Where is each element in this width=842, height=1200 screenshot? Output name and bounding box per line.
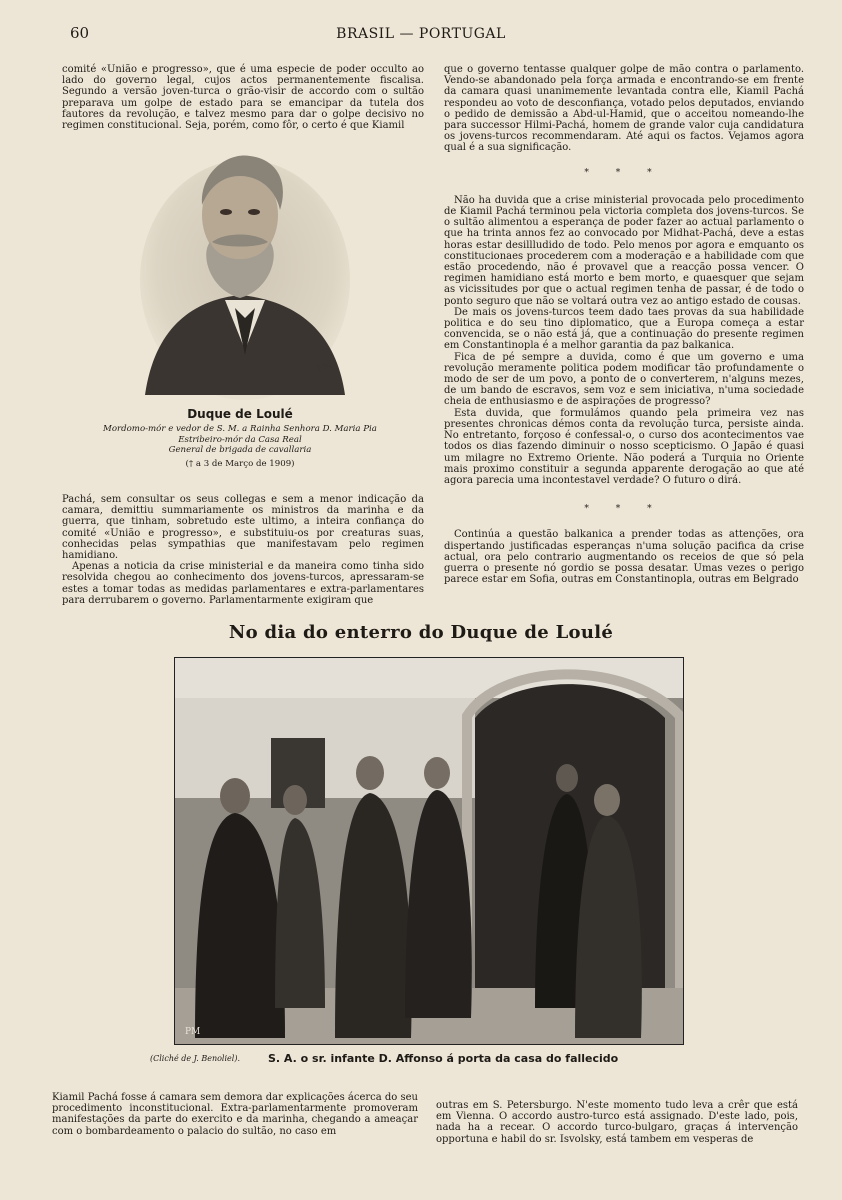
- column-left-final: [52, 1092, 418, 1137]
- caption-line: General de brigada de cavallaria: [168, 445, 312, 455]
- page-number: 60: [70, 24, 90, 42]
- portrait-caption-name: Duque de Loulé: [187, 407, 293, 421]
- photo-credit: (Cliché de J. Benoliel).: [150, 1054, 240, 1063]
- caption-line: Mordomo-mór e vedor de S. M. a Rainha Senhora D. Maria Pia: [103, 424, 377, 434]
- column-left-top: [62, 64, 424, 131]
- paragraph: que o governo tentasse qualquer golpe de mão contra o parlamento. Vendo-se abandonado pela força armada e encontrando-se em frente da camara quasi unanimemente levantada contra elle, Kiamil Pachá respondeu ao voto de desconfiança, votado pelos deputados, enviando o pedido de demissão a Abd-ul-Hamid, que o acceitou nomeando-lhe para successor Hilmi-Pachá, homem de grande valor cuja candidatura os jovens-turcos recommendaram. Até aqui os factos. Vejamos agora qual é a sua significação.: [444, 64, 804, 154]
- paragraph: Não ha duvida que a crise ministerial provocada pelo procedimento de Kiamil Pachá terminou pela victoria completa dos jovens-turcos. Se o sultão alimentou a esperança de poder fazer ao actual parlamento o que ha trinta annos fez ao convocado por Midhat-Pachá, deve a estas horas estar desillludido de todo. Pelo menos por agora e emquanto os constitucionaes procederem com a moderação e a habilidade com que estão procedendo, não é provavel que a reacção possa vencer. O regimen hamidiano está morto e bem morto, e quaesquer que sejam as vicissitudes por que o actual regimen tenha de passar, é de todo o ponto seguro que não se voltará outra vez ao antigo estado de cousas.: [444, 194, 804, 307]
- funeral-photograph: [174, 657, 684, 1045]
- portrait-caption-details: [60, 424, 420, 469]
- column-left-bottom: [62, 494, 424, 606]
- paragraph: Kiamil Pachá fosse á camara sem demora dar explicações ácerca do seu procedimento inconstitucional. Extra-parlamentarmente promoveram manifestações da parte do exercito e da marinha, chegando a ameaçar com o bombardeamento o palacio do sultão, no caso em: [52, 1092, 418, 1137]
- photo-caption: S. A. o sr. infante D. Affonso á porta da casa do fallecido: [268, 1052, 619, 1065]
- paragraph: De mais os jovens-turcos teem dado taes provas da sua habilidade politica e do seu tino diplomatico, que a Europa começa a estar convencida, se o não está já, que a continuação do presente regimen em Constantinopla é a melhor garantia da paz balkanica.: [444, 306, 804, 352]
- running-head: BRASIL — PORTUGAL: [336, 26, 506, 42]
- caption-line: Estribeiro-mór da Casa Real: [178, 434, 302, 445]
- paragraph: comité «União e progresso», que é uma especie de poder occulto ao lado do governo legal, cujos actos permanentemente fiscalisa. Segundo a versão joven-turca o grão-visir de accordo com o sultão preparava um golpe de estado para se emancipar da tutela dos fautores da revolução, e talvez mesmo para dar o golpe decisivo no regimen constitucional. Seja, porém, como fôr, o certo é que Kiamil: [62, 64, 424, 132]
- caption-date: († a 3 de Março de 1909): [185, 458, 295, 469]
- paragraph: Fica de pé sempre a duvida, como é que um governo e uma revolução meramente politica podem modificar tão profundamente o modo de ser de um povo, a ponto de o converterem, n'alguns mezes, de um bando de escravos, sem voz e sem iniciativa, n'uma sociedade cheia de enthusiasmo e de aspirações de progresso?: [444, 351, 804, 408]
- portrait-illustration: [140, 150, 350, 400]
- portrait-duque-de-loule: [140, 150, 350, 400]
- photo-signature: PM: [185, 1027, 201, 1037]
- paragraph: Esta duvida, que formulámos quando pela primeira vez nas presentes chronicas démos conta da revolução turca, persiste ainda. No entretanto, forçoso é confessal-o, o curso dos acontecimentos vae todos os dias fazendo diminuir o nosso scepticismo. O Japão é quasi um milagre no Extremo Oriente. Não poderá a Turquia no Oriente mais proximo constituir a segunda apparente derogação ao que até agora parecia uma incontestavel verdade? O futuro o dirá.: [444, 407, 804, 486]
- paragraph: Apenas a noticia da crise ministerial e da maneira como tinha sido resolvida chegou ao conhecimento dos jovens-turcos, apressaram-se estes a tomar todas as medidas parlamentares e extra-parlamentares para derrubarem o governo. Parlamentarmente exigiram que: [62, 561, 424, 606]
- paragraph: outras em S. Petersburgo. N'este momento tudo leva a crêr que está em Vienna. O accordo austro-turco está assignado. D'este lado, pois, nada ha a recear. O accordo turco-bulgaro, graças á intervenção opportuna e habil do sr. Isvolsky, está tambem em vesperas de: [436, 1100, 798, 1145]
- paragraph: Pachá, sem consultar os seus collegas e sem a menor indicação da camara, demittiu summariamente os ministros da marinha e da guerra, que tinham, sobretudo este ultimo, a inteira confiança do comité «União e progresso», e substituiu-os por creaturas suas, conhecidas pelas sympathias que manifestavam pelo regimen hamidiano.: [62, 494, 424, 562]
- column-right: [444, 64, 804, 585]
- paragraph: Continúa a questão balkanica a prender todas as attenções, ora dispertando justificadas esperanças n'uma solução pacifica da crise actual, ora pelo contrario augmentando os receios de que só pela guerra o presente nó gordio se possa desatar. Umas vezes o perigo parece estar em Sofia, outras em Constantinopla, outras em Belgrado: [444, 529, 804, 586]
- portrait-signature: PM: [315, 360, 334, 375]
- section-separator: * * *: [584, 167, 664, 178]
- section-title: No dia do enterro do Duque de Loulé: [228, 622, 614, 643]
- section-separator: * * *: [584, 504, 664, 515]
- column-right-final: [436, 1100, 798, 1145]
- photo-illustration: [175, 658, 683, 1044]
